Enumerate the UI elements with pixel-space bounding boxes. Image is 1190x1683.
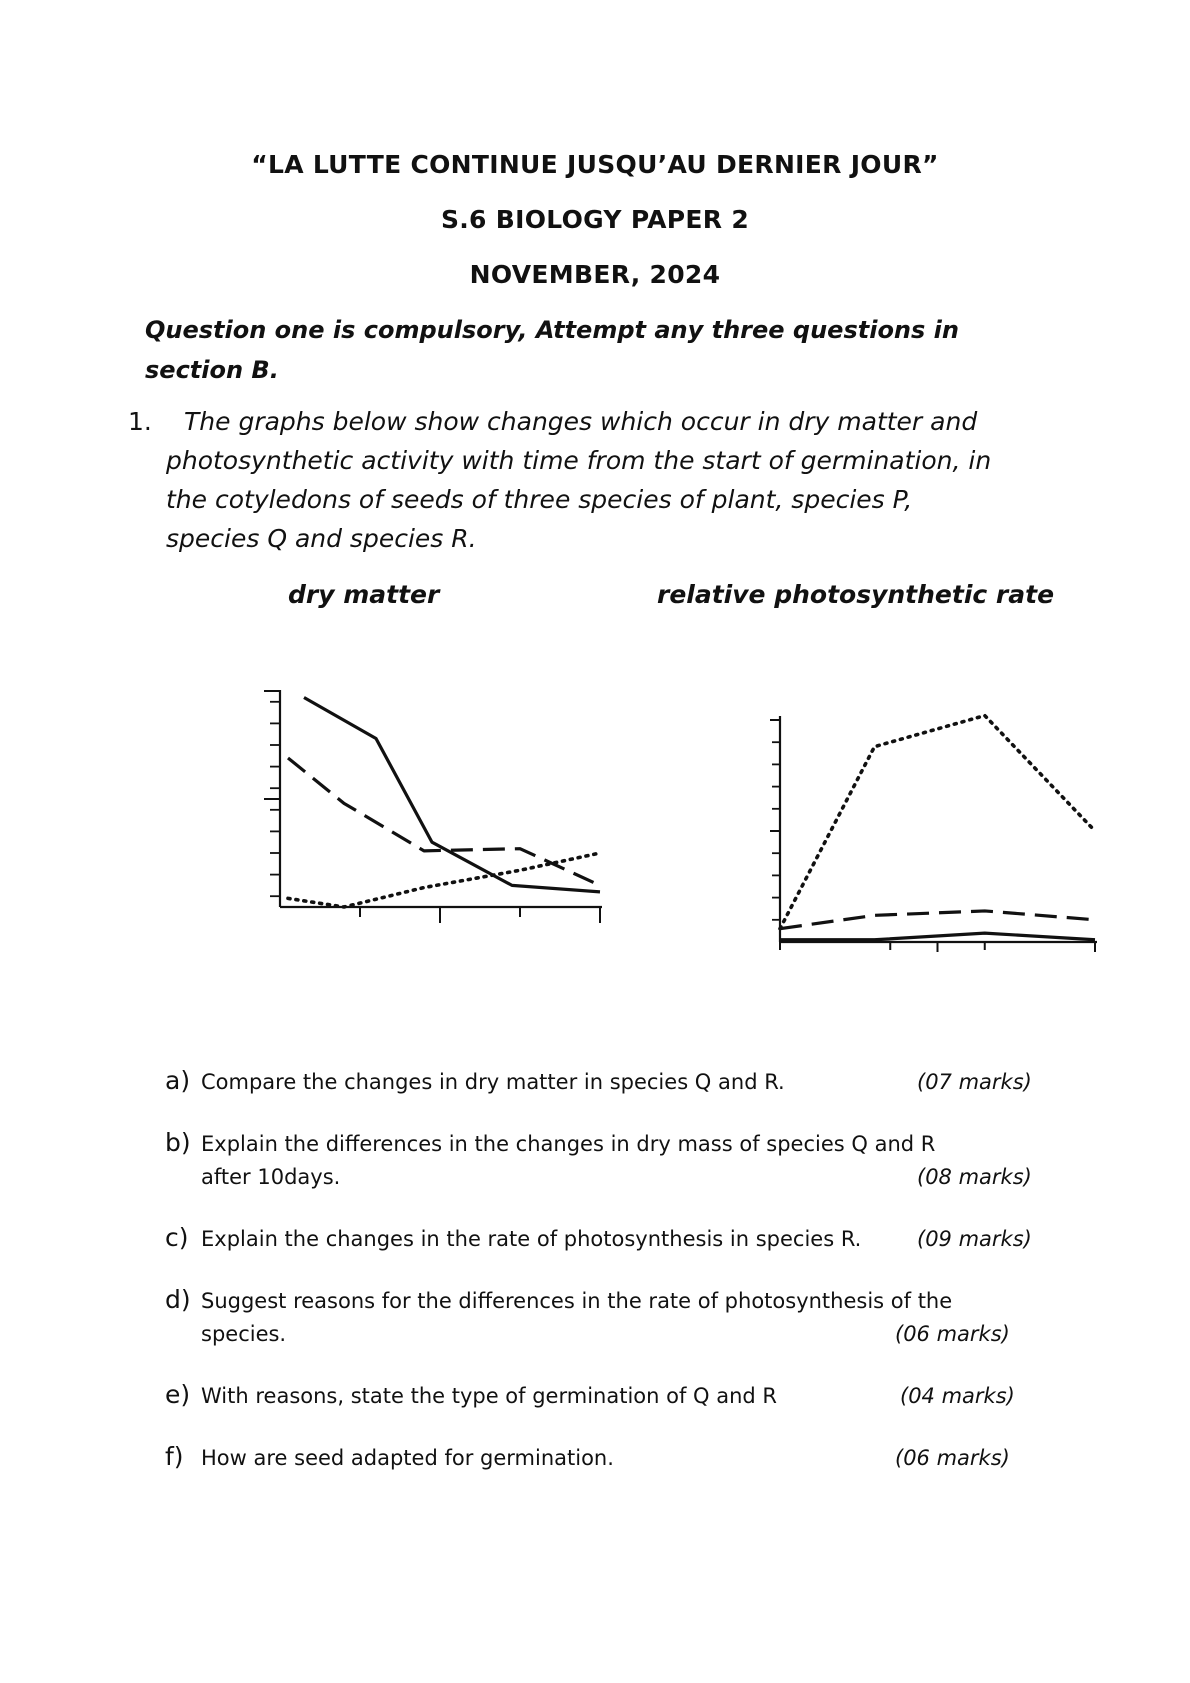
- dry-matter-chart-svg: [180, 690, 670, 1035]
- sub-question-f: [165, 1442, 1045, 1475]
- dry-matter-chart: [180, 690, 670, 1035]
- sub-question-letter: e): [165, 1380, 191, 1409]
- question-number: 1.: [128, 407, 152, 436]
- graph-title-left: dry matter: [288, 580, 440, 609]
- question-1: [128, 402, 1068, 558]
- photosynthesis-chart: [710, 680, 1110, 1035]
- series-line-species-r: [780, 716, 1095, 929]
- marks-label: (06 marks): [895, 1322, 1010, 1346]
- marks-label: (04 marks): [900, 1384, 1015, 1408]
- sub-question-text: With reasons, state the type of germination of Q and R: [201, 1384, 778, 1408]
- sub-question-text: How are seed adapted for germination.: [201, 1446, 614, 1470]
- sub-question-text: Explain the differences in the changes in dry mass of species Q and R: [201, 1132, 936, 1156]
- sub-question-letter: d): [165, 1285, 191, 1314]
- marks-label: (06 marks): [895, 1446, 1010, 1470]
- instructions: [145, 310, 1025, 390]
- sub-question-a: [165, 1066, 1045, 1099]
- sub-question-c: [165, 1223, 1045, 1256]
- series-line-species-p: [780, 933, 1095, 940]
- sub-question-letter: f): [165, 1442, 184, 1471]
- question-line: the cotyledons of seeds of three species of plant, species P,: [166, 485, 913, 514]
- exam-motto: “LA LUTTE CONTINUE JUSQU’AU DERNIER JOUR”: [251, 150, 939, 179]
- photosynthesis-chart-svg: [710, 680, 1110, 1035]
- sub-question-text: species.: [201, 1322, 287, 1346]
- question-line: photosynthetic activity with time from the start of germination, in: [166, 446, 992, 475]
- series-line-species-r: [288, 853, 600, 907]
- sub-question-text: Suggest reasons for the differences in the rate of photosynthesis of the: [201, 1289, 953, 1313]
- instructions-line-2: section B.: [145, 356, 279, 384]
- paper-title: S.6 BIOLOGY PAPER 2: [440, 205, 750, 234]
- marks-label: (09 marks): [917, 1227, 1032, 1251]
- sub-question-letter: c): [165, 1223, 189, 1252]
- series-line-species-q: [780, 911, 1095, 929]
- exam-date: NOVEMBER, 2024: [469, 260, 721, 289]
- question-line: The graphs below show changes which occur in dry matter and: [184, 407, 978, 436]
- sub-question-text: Explain the changes in the rate of photosynthesis in species R.: [201, 1227, 862, 1251]
- instructions-line-1: Question one is compulsory, Attempt any three questions in: [145, 316, 959, 344]
- sub-question-d: [165, 1285, 1045, 1351]
- series-line-species-q: [288, 758, 600, 885]
- question-text: [166, 402, 1068, 558]
- marks-label: (07 marks): [917, 1070, 1032, 1094]
- marks-label: (08 marks): [917, 1165, 1032, 1189]
- sub-question-b: [165, 1128, 1045, 1194]
- sub-question-text: Compare the changes in dry matter in species Q and R.: [201, 1070, 785, 1094]
- sub-question-letter: a): [165, 1066, 191, 1095]
- question-line: species Q and species R.: [166, 524, 477, 553]
- graph-title-right: relative photosynthetic rate: [657, 580, 1055, 609]
- sub-question-text: after 10days.: [201, 1165, 341, 1189]
- sub-question-e: [165, 1380, 1045, 1413]
- sub-question-letter: b): [165, 1128, 191, 1157]
